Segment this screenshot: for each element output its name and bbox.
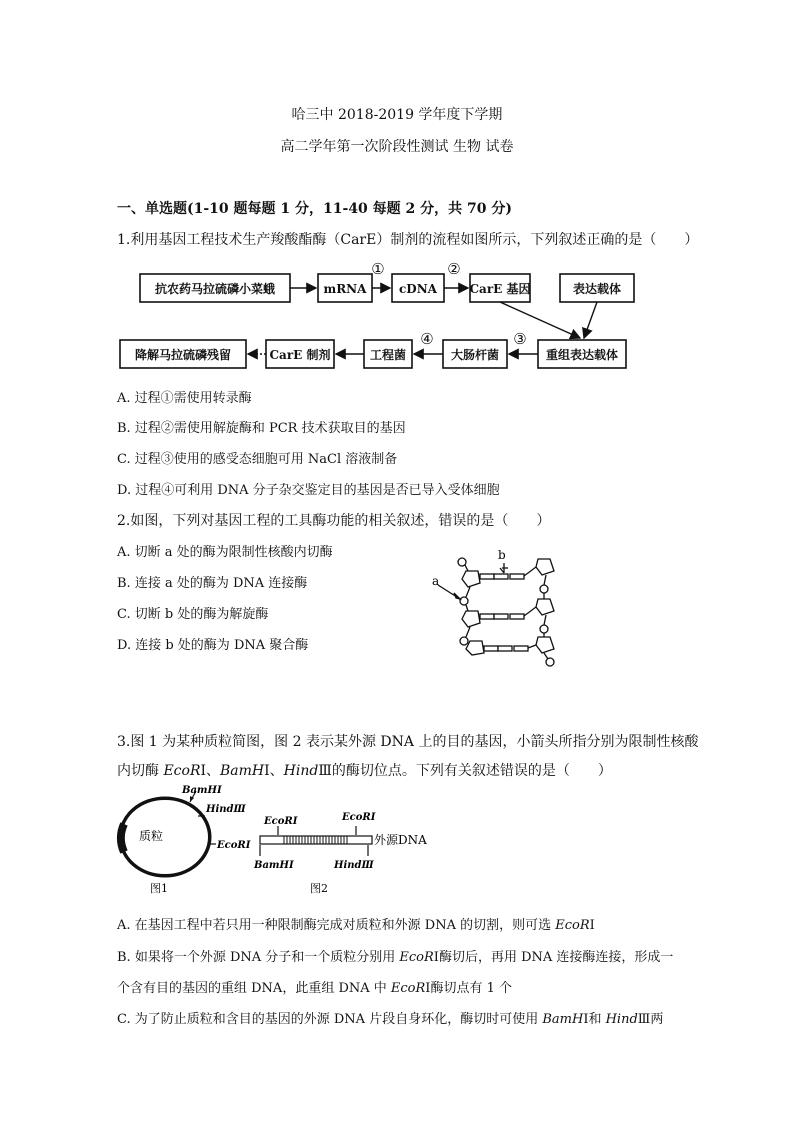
q2-option-d: D. 连接 b 处的酶为 DNA 聚合酶 xyxy=(117,638,309,653)
box-mouse-label: 抗农药马拉硫磷小菜蛾 xyxy=(154,282,276,296)
fig1-caption: 图1 xyxy=(150,882,168,895)
label-a: a xyxy=(432,574,440,588)
q1-option-a: A. 过程①需使用转录酶 xyxy=(117,391,252,406)
page-subtitle: 高二学年第一次阶段性测试 生物 试卷 xyxy=(280,139,514,155)
dna-bamhi-label: BamHⅠ xyxy=(254,860,294,871)
sugar-left-3 xyxy=(466,641,484,655)
sugar-left-1 xyxy=(462,571,480,587)
plasmid-hind-label: HindⅢ xyxy=(206,804,246,815)
box-vector-label: 表达载体 xyxy=(572,282,622,296)
step-3-label: ③ xyxy=(513,330,527,348)
q3-option-b-line1: B. 如果将一个外源 DNA 分子和一个质粒分别用 EcoRⅠ酶切后，再用 DNA 连接酶连接，形成一 xyxy=(117,950,674,965)
question-3-stem-1: 3.图 1 为某种质粒简图，图 2 表示某外源 DNA 上的目的基因，小箭头所指分别为限制性核酸 xyxy=(117,734,699,750)
step-2-label: ② xyxy=(447,260,461,278)
dna-hind-label: HindⅢ xyxy=(334,860,374,871)
q3-option-a: A. 在基因工程中若只用一种限制酶完成对质粒和外源 DNA 的切割，则可选 EcoRⅠ xyxy=(117,918,595,933)
box-mrna-label: mRNA xyxy=(323,282,367,296)
sugar-right-2 xyxy=(536,599,554,615)
box-gene-label: CarE 基因 xyxy=(469,282,531,296)
q3-option-b-line2: 个含有目的基因的重组 DNA，此重组 DNA 中 EcoRⅠ酶切点有 1 个 xyxy=(117,981,512,996)
q3-option-c-line1: C. 为了防止质粒和含目的基因的外源 DNA 片段自身环化，酶切时可使用 BamHⅠ和 HindⅢ两 xyxy=(117,1012,664,1027)
label-b: b xyxy=(498,548,506,562)
foreign-dna-strand xyxy=(260,836,372,844)
plasmid-bamhi-label: BamHⅠ xyxy=(182,785,222,796)
plasmid-ecori-label: EcoRⅠ xyxy=(217,840,251,851)
page-title: 哈三中 2018-2019 学年度下学期 xyxy=(291,107,503,123)
sugar-right-3 xyxy=(536,637,554,653)
sugar-left-2 xyxy=(462,611,480,627)
q1-flow-diagram xyxy=(110,258,670,378)
q2-option-a: A. 切断 a 处的酶为限制性核酸内切酶 xyxy=(117,545,333,560)
sugar-right-1 xyxy=(536,559,554,575)
box-degrade-label: 降解马拉硫磷残留 xyxy=(134,348,232,362)
question-1-stem: 1.利用基因工程技术生产羧酸酯酶（CarE）制剂的流程如图所示，下列叙述正确的是（ ） xyxy=(117,232,699,248)
q1-option-c: C. 过程③使用的感受态细胞可用 NaCl 溶液制备 xyxy=(117,452,398,467)
question-2-stem: 2.如图，下列对基因工程的工具酶功能的相关叙述，错误的是（ ） xyxy=(117,513,551,529)
box-ecoli-label: 大肠杆菌 xyxy=(450,348,500,362)
box-cdna-label: cDNA xyxy=(399,282,437,296)
q1-option-d: D. 过程④可利用 DNA 分子杂交鉴定目的基因是否已导入受体细胞 xyxy=(117,483,500,498)
box-engbact-label: 工程菌 xyxy=(369,348,407,362)
dna-ecori-left-label: EcoRⅠ xyxy=(264,816,298,827)
section-heading: 一、单选题(1-10 题每题 1 分，11-40 每题 2 分，共 70 分) xyxy=(117,201,513,217)
plasmid-ring xyxy=(121,799,209,875)
question-3-stem-2: 内切酶 EcoRⅠ、BamHⅠ、HindⅢ的酶切位点。下列有关叙述错误的是（ ） xyxy=(117,763,612,779)
step-4-label: ④ xyxy=(420,330,434,348)
box-prep-label: CarE 制剂 xyxy=(269,348,331,362)
plasmid-gene-segment xyxy=(121,824,124,852)
q1-option-b: B. 过程②需使用解旋酶和 PCR 技术获取目的基因 xyxy=(117,421,406,436)
plasmid-label: 质粒 xyxy=(139,829,164,843)
box-recomb-label: 重组表达载体 xyxy=(545,348,619,362)
step-1-label: ① xyxy=(371,260,385,278)
q3-figure xyxy=(112,782,452,900)
dna-structure-diagram xyxy=(430,545,580,667)
q2-option-c: C. 切断 b 处的酶为解旋酶 xyxy=(117,607,269,622)
fig2-caption: 图2 xyxy=(310,882,328,895)
q2-option-b: B. 连接 a 处的酶为 DNA 连接酶 xyxy=(117,576,308,591)
dna-ecori-right-label: EcoRⅠ xyxy=(342,812,376,823)
foreign-dna-label: 外源DNA xyxy=(374,833,427,847)
